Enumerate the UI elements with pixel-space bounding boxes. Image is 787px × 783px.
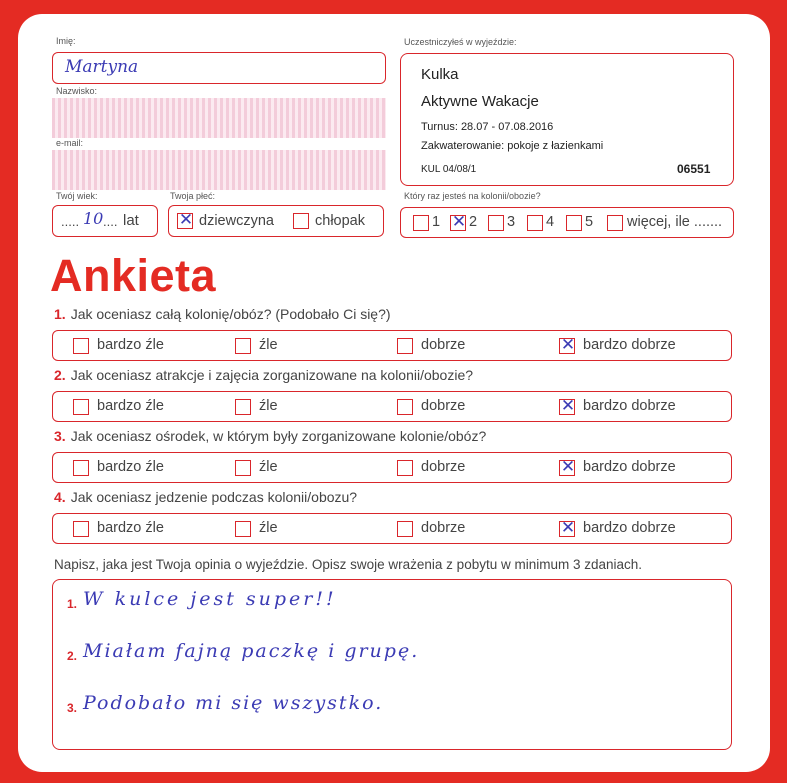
gender-label: Twoja płeć: [170, 191, 216, 201]
gender-boy-checkbox[interactable] [293, 213, 309, 229]
answer-option-label: źle [259, 398, 278, 414]
times-1-checkbox[interactable] [413, 215, 429, 231]
trip-brand: Aktywne Wakacje [421, 93, 539, 110]
answer-checkbox[interactable] [397, 338, 413, 354]
answer-checkbox[interactable] [397, 521, 413, 537]
question-text: Jak oceniasz jedzenie podczas kolonii/obozu? [70, 489, 358, 505]
gender-girl-label: dziewczyna [199, 213, 274, 229]
answer-checkbox[interactable] [73, 521, 89, 537]
opinion-line-1: W kulce jest super!! [83, 588, 337, 610]
answer-row-4 [52, 513, 732, 544]
opinion-line-2-number: 2. [67, 649, 78, 663]
times-2-checkbox[interactable] [450, 212, 467, 232]
question-number: 1. [54, 306, 66, 322]
age-label: Twój wiek: [56, 191, 98, 201]
answer-checkbox[interactable] [235, 460, 251, 476]
answer-row-1 [52, 330, 732, 361]
trip-number: 06551 [677, 162, 711, 176]
trip-name: Kulka [421, 66, 459, 83]
times-4-label: 4 [546, 214, 555, 230]
age-dots-after: .... [103, 214, 118, 229]
age-value: 10 [83, 209, 104, 228]
times-more-checkbox[interactable] [607, 215, 623, 231]
answer-option-label: bardzo dobrze [583, 398, 676, 414]
question-1 [54, 306, 391, 322]
answer-row-3 [52, 452, 732, 483]
answer-option-label: bardzo źle [97, 337, 164, 353]
name-value: Martyna [65, 57, 139, 77]
name-label: Imię: [56, 36, 76, 46]
gender-boy-label: chłopak [315, 213, 365, 229]
age-unit: lat [123, 212, 139, 229]
checkmark-icon: ✕ [560, 457, 576, 477]
opinion-box[interactable] [52, 579, 732, 750]
times-5-checkbox[interactable] [566, 215, 582, 231]
name-field[interactable] [52, 52, 386, 84]
checkmark-icon: ✕ [178, 210, 194, 230]
opinion-prompt: Napisz, jaka jest Twoja opinia o wyjeździe. Opisz swoje wrażenia z pobytu w minimum 3 zdaniach. [54, 557, 643, 572]
answer-checkbox[interactable] [559, 335, 576, 355]
times-2-label: 2 [469, 214, 478, 230]
opinion-line-1-number: 1. [67, 597, 78, 611]
age-dots-before: ..... [61, 214, 80, 229]
surname-label: Nazwisko: [56, 86, 98, 96]
answer-option-label: bardzo źle [97, 520, 164, 536]
question-number: 4. [54, 489, 66, 505]
times-5-label: 5 [585, 214, 594, 230]
surname-redacted [52, 98, 386, 138]
email-label: e-mail: [56, 138, 84, 148]
times-field [400, 207, 734, 238]
question-number: 2. [54, 367, 66, 383]
answer-checkbox[interactable] [73, 460, 89, 476]
answer-checkbox[interactable] [235, 338, 251, 354]
question-3 [54, 428, 486, 444]
answer-option-label: dobrze [421, 459, 466, 475]
question-number: 3. [54, 428, 66, 444]
answer-option-label: bardzo źle [97, 398, 164, 414]
answer-option-label: bardzo dobrze [583, 337, 676, 353]
checkmark-icon: ✕ [560, 518, 576, 538]
opinion-line-3: Podobało mi się wszystko. [83, 692, 384, 714]
opinion-line-2: Miałam fajną paczkę i grupę. [83, 640, 420, 662]
times-1-label: 1 [432, 214, 441, 230]
answer-checkbox[interactable] [73, 338, 89, 354]
times-3-checkbox[interactable] [488, 215, 504, 231]
answer-checkbox[interactable] [559, 518, 576, 538]
answer-option-label: bardzo dobrze [583, 520, 676, 536]
answer-checkbox[interactable] [559, 457, 576, 477]
survey-form [18, 14, 770, 772]
times-3-label: 3 [507, 214, 516, 230]
answer-option-label: dobrze [421, 520, 466, 536]
answer-option-label: bardzo źle [97, 459, 164, 475]
answer-option-label: bardzo dobrze [583, 459, 676, 475]
question-4 [54, 489, 357, 505]
trip-code: KUL 04/08/1 [421, 164, 477, 175]
opinion-line-3-number: 3. [67, 701, 78, 715]
trip-accommodation: Zakwaterowanie: pokoje z łazienkami [421, 140, 604, 152]
question-text: Jak oceniasz atrakcje i zajęcia zorganizowane na kolonii/obozie? [70, 367, 474, 383]
answer-option-label: źle [259, 337, 278, 353]
question-text: Jak oceniasz całą kolonię/obóz? (Podobało Ci się?) [70, 306, 391, 322]
answer-option-label: źle [259, 459, 278, 475]
answer-checkbox[interactable] [397, 399, 413, 415]
times-more-label: więcej, ile ....... [627, 214, 723, 230]
checkmark-icon: ✕ [451, 212, 467, 232]
times-4-checkbox[interactable] [527, 215, 543, 231]
email-redacted [52, 150, 386, 190]
question-text: Jak oceniasz ośrodek, w którym były zorganizowane kolonie/obóz? [70, 428, 487, 444]
trip-label: Uczestniczyłeś w wyjeździe: [404, 37, 517, 47]
trip-turnus: Turnus: 28.07 - 07.08.2016 [421, 121, 554, 133]
page-title: Ankieta [50, 250, 217, 301]
answer-checkbox[interactable] [397, 460, 413, 476]
answer-row-2 [52, 391, 732, 422]
answer-checkbox[interactable] [73, 399, 89, 415]
checkmark-icon: ✕ [560, 335, 576, 355]
gender-field [168, 205, 384, 237]
gender-girl-checkbox[interactable] [177, 210, 194, 230]
trip-info-box [400, 53, 734, 186]
answer-checkbox[interactable] [559, 396, 576, 416]
answer-option-label: dobrze [421, 398, 466, 414]
answer-option-label: źle [259, 520, 278, 536]
question-2 [54, 367, 473, 383]
times-label: Który raz jesteś na kolonii/obozie? [404, 191, 541, 201]
answer-checkbox[interactable] [235, 521, 251, 537]
checkmark-icon: ✕ [560, 396, 576, 416]
age-field[interactable] [52, 205, 158, 237]
answer-checkbox[interactable] [235, 399, 251, 415]
answer-option-label: dobrze [421, 337, 466, 353]
